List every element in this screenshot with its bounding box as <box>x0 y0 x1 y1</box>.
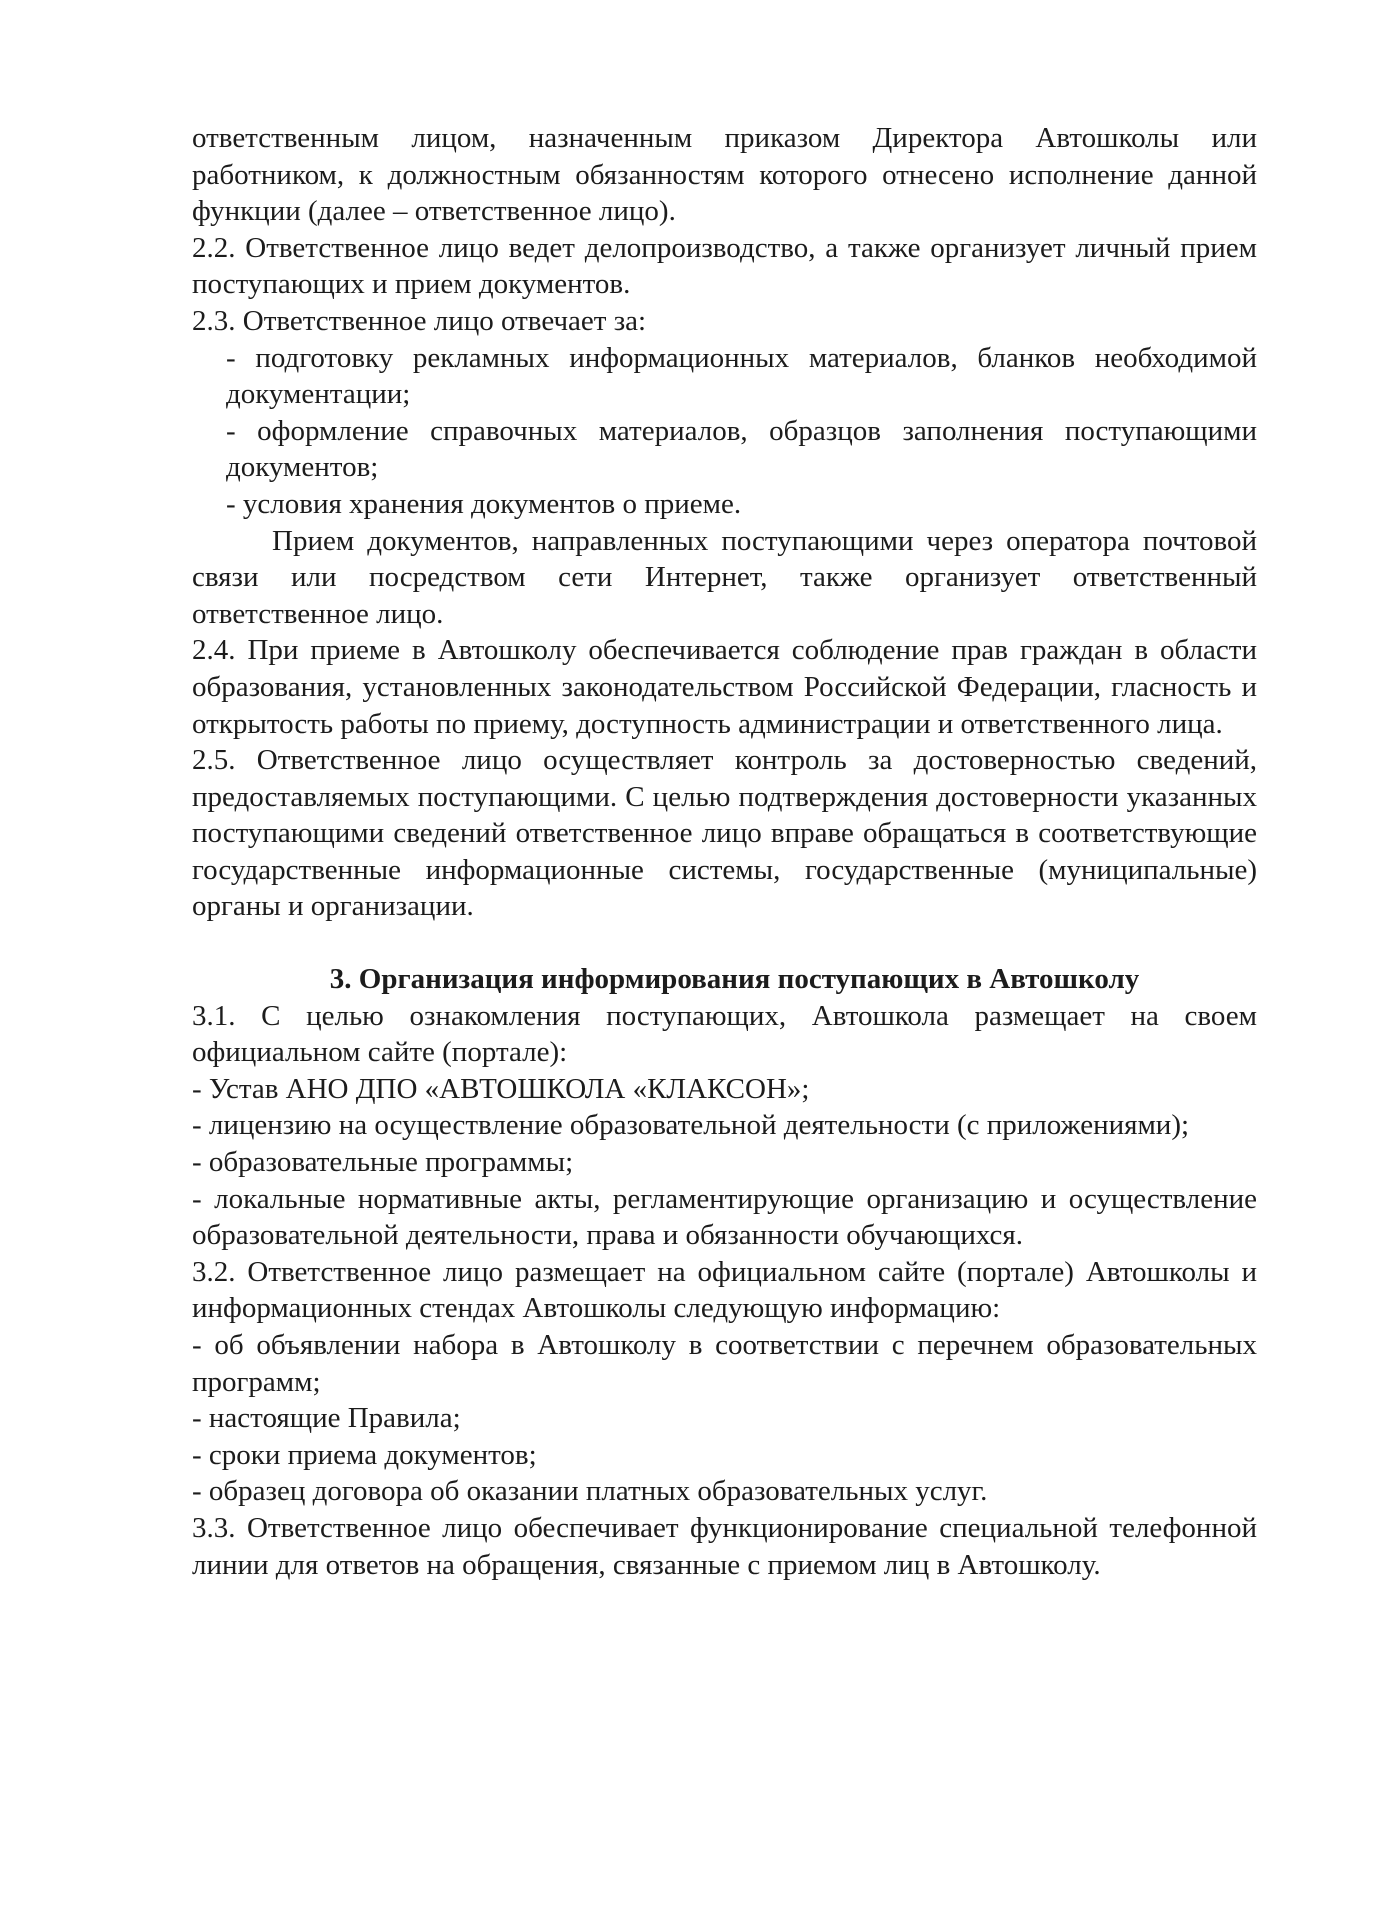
list-item-local-acts: - локальные нормативные акты, регламентирующие организацию и осуществление образовательной деятельности, права и обязанности обучающихся. <box>192 1182 1257 1252</box>
section-3-heading: 3. Организация информирования поступающих в Автошколу <box>329 963 1140 996</box>
list-item-advertising-materials: - подготовку рекламных информационных материалов, бланков необходимой документации; <box>226 341 1257 411</box>
paragraph-2-2: 2.2. Ответственное лицо ведет делопроизводство, а также организует личный прием поступающих и прием документов. <box>192 231 1257 301</box>
list-item-reference-materials: - оформление справочных материалов, образцов заполнения поступающими документов; <box>226 414 1257 484</box>
list-item-contract-sample: - образец договора об оказании платных образовательных услуг. <box>192 1475 988 1508</box>
paragraph-2-3: 2.3. Ответственное лицо отвечает за: <box>192 304 647 337</box>
list-item-deadlines: - сроки приема документов; <box>192 1438 537 1471</box>
paragraph-3-1: 3.1. С целью ознакомления поступающих, Автошкола размещает на своем официальном сайте (портале): <box>192 999 1257 1069</box>
list-item-storage-conditions: - условия хранения документов о приеме. <box>226 487 742 520</box>
paragraph-2-1-continuation: ответственным лицом, назначенным приказом Директора Автошколы или работником, к должностным обязанностям которого отнесено исполнение данной функции (далее – ответственное лицо). <box>192 122 1257 228</box>
paragraph-3-3: 3.3. Ответственное лицо обеспечивает функционирование специальной телефонной линии для ответов на обращения, связанные с приемом лиц в Автошколу. <box>192 1511 1257 1581</box>
document-page <box>192 120 1257 1583</box>
list-item-license: - лицензию на осуществление образовательной деятельности (с приложениями); <box>192 1109 1190 1142</box>
paragraph-2-5: 2.5. Ответственное лицо осуществляет контроль за достоверностью сведений, предоставляемых поступающими. С целью подтверждения достоверности указанных поступающими сведений ответственное лицо вправе обращаться в соответствующие государственные информационные системы, государственные (муниципальные) органы и организации. <box>192 744 1257 923</box>
list-item-programs: - образовательные программы; <box>192 1146 574 1179</box>
list-item-rules: - настоящие Правила; <box>192 1402 461 1435</box>
list-item-charter: - Устав АНО ДПО «АВТОШКОЛА «КЛАКСОН»; <box>192 1072 810 1105</box>
list-item-enrollment-announcement: - об объявлении набора в Автошколу в соответствии с перечнем образовательных программ; <box>192 1329 1257 1398</box>
paragraph-document-reception: Прием документов, направленных поступающими через оператора почтовой связи или посредством сети Интернет, также организует ответственный ответственное лицо. <box>192 524 1257 630</box>
paragraph-2-4: 2.4. При приеме в Автошколу обеспечивается соблюдение прав граждан в области образования, установленных законодательством Российской Федерации, гласность и открытость работы по приему, доступность администрации и ответственного лица. <box>192 634 1257 740</box>
paragraph-3-2: 3.2. Ответственное лицо размещает на официальном сайте (портале) Автошколы и информационных стендах Автошколы следующую информацию: <box>192 1255 1257 1325</box>
